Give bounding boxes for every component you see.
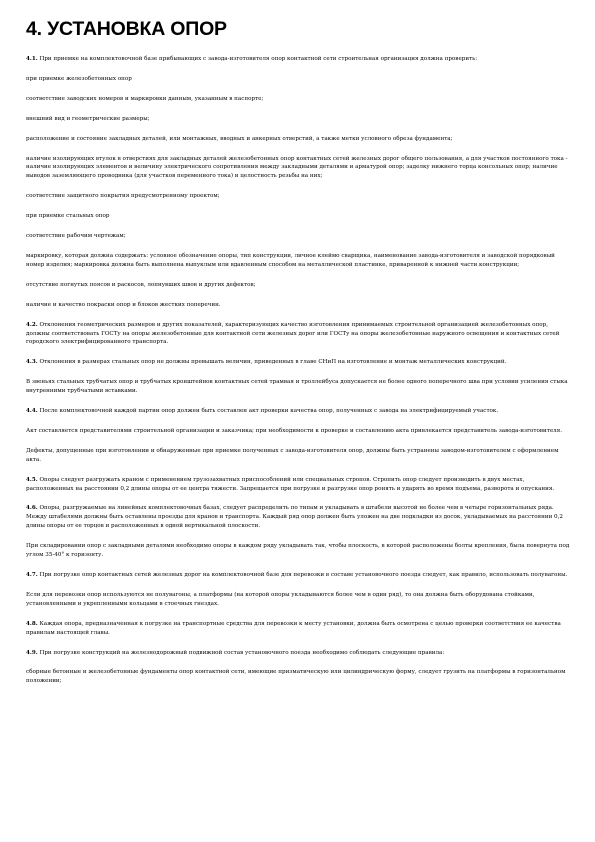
paragraph-text: при приемке железобетонных опор xyxy=(26,75,132,82)
paragraph-text: При складировании опор с закладными деталями необходимо опоры в каждом ряду укладывать так, чтобы плоскость, в которой расположены болты крепления, была повернута под углом 35-40° к горизонту. xyxy=(26,543,570,559)
paragraph-text: соответствие защитного покрытия предусмотренному проектом; xyxy=(26,193,220,200)
section-number: 4.3. xyxy=(26,359,38,366)
section-number: 4.9. xyxy=(26,649,38,656)
paragraph xyxy=(26,427,573,436)
section-number: 4.7. xyxy=(26,572,38,578)
paragraph xyxy=(26,321,573,348)
paragraph-text: сборные бетонные и железобетонные фундаменты опор контактной сети, имеющие призматическую или цилиндрическую форму, следует грузить на платформы в горизонтальном положении; xyxy=(26,669,566,685)
paragraph xyxy=(26,135,573,144)
paragraph-text: Опоры следует разгружать краном с применением грузозахватных приспособлений или специальных стропов. Стропить опор следует производить в двух местах, расположенных на расстоянии 0,2 длины опоры от ее центра тяжести. Запрещается при погрузке и разгрузке опор ронять и ударять во время подъема, разворота и опускания. xyxy=(26,476,555,492)
paragraph-text: После комплектовочной каждой партии опор должен быть составлен акт проверки качества опор, полученных с завода на электрифицируемый участок. xyxy=(37,408,499,415)
paragraph xyxy=(26,232,573,241)
paragraph xyxy=(26,155,573,182)
paragraph-text: расположение и состояние закладных деталей, или монтажных, вводных и анкерных отверстий, а также метки условного обреза фундамента; xyxy=(26,135,453,142)
paragraph xyxy=(26,55,573,64)
section-number: 4.1. xyxy=(26,56,38,62)
paragraph xyxy=(26,301,573,310)
paragraph-text: соответствие заводских номеров и маркировки данным, указанным в паспорте; xyxy=(26,95,264,102)
paragraph-text: при приемке стальных опор xyxy=(26,213,110,220)
paragraph xyxy=(26,95,573,104)
document-body xyxy=(26,55,573,686)
paragraph xyxy=(26,281,573,290)
paragraph-text: При погрузке конструкций на железнодорожный подвижной состав установочного поезда необходимо соблюдать следующие правила: xyxy=(37,649,445,656)
paragraph-text: соответствие рабочим чертежам; xyxy=(26,233,126,240)
paragraph-text: Отклонения геометрических размеров и других показателей, характеризующих качество изготовления принимаемых строительной организацией железобетонных опор, должны соответствовать ГОСТу на опоры железобетонные для контактной сети железных дорог или ГОСТу на опоры железобетонные наружного освещения и контактных сетей городского электрифицированного транспорта. xyxy=(26,321,560,346)
paragraph xyxy=(26,447,573,465)
section-number: 4.4. xyxy=(26,408,38,415)
paragraph xyxy=(26,378,573,396)
paragraph xyxy=(26,542,573,560)
paragraph xyxy=(26,571,573,580)
paragraph-text: При погрузке опор контактных сетей железных дорог на комплектовочной базе для перевозки в составе установочного поезда следует, как правило, использовать полувагоны. xyxy=(37,572,568,578)
paragraph xyxy=(26,407,573,416)
paragraph-text: наличие и качество покраски опор и блоков жестких поперечин. xyxy=(26,301,221,308)
paragraph-text: Если для перевозки опор используются не полувагоны, а платформы (на которой опоры укладываются более чем в один ряд), то она должна быть оборудована стойками, установленными и укрепленными кольцами в стоечных гнездах. xyxy=(26,591,535,607)
paragraph-text: При приемке на комплектовочной базе прибывающих с завода-изготовителя опор контактной сети строительная организация должна проверить: xyxy=(37,56,478,62)
paragraph xyxy=(26,75,573,84)
paragraph xyxy=(26,476,573,494)
section-number: 4.5. xyxy=(26,476,38,483)
paragraph-text: Отклонения в размерах стальных опор не должны превышать величин, приведенных в главе СНиП на изготовление и монтаж металлических конструкций. xyxy=(37,359,507,366)
section-number: 4.6. xyxy=(26,505,38,512)
paragraph xyxy=(26,115,573,124)
paragraph xyxy=(26,668,573,686)
paragraph xyxy=(26,591,573,609)
paragraph-text: Дефекты, допущенные при изготовлении и обнаруженные при приемке полученных с завода-изготовителя опор, должны быть устранены заводом-изготовителем с оформлением акта. xyxy=(26,447,559,463)
paragraph xyxy=(26,620,573,638)
paragraph-text: отсутствие погнутых поясов и раскосов, лопнувших швов и других дефектов; xyxy=(26,281,256,288)
page-title: 4. УСТАНОВКА ОПОР xyxy=(26,18,227,40)
section-number: 4.2. xyxy=(26,321,38,328)
paragraph-text: Опоры, разгружаемые на линейных комплектовочных базах, следует распределить по типам и укладывать в штабели высотой не более чем в четыре горизонтальных ряда. Между штабелями должны быть оставлены проезды для кранов и транспорта. Каждый ряд опор должен быть уложен на две подкладки из досок, укладываемых на расстоянии 0,2 длины опоры от ее торцов и расположенных в одной вертикальной плоскости. xyxy=(26,505,563,530)
paragraph-text: Каждая опора, предназначенная к погрузке на транспортные средства для перевозки к месту установки, должна быть осмотрена с целью проверки соответствия ее качества правилам настоящей главы. xyxy=(26,620,561,636)
paragraph xyxy=(26,358,573,367)
section-number: 4.8. xyxy=(26,620,38,627)
paragraph xyxy=(26,192,573,201)
paragraph-text: маркировку, которая должна содержать: условное обозначение опоры, тип конструкции, личное клеймо сварщика, наименование завода-изготовителя и заводской порядковый номер изделия; маркировка должна быть выполнена выпуклым или вдавленным способом на металлической пластинке, приваренной к нижней части конструкции; xyxy=(26,252,555,268)
paragraph xyxy=(26,504,573,531)
paragraph-text: наличие изолирующих втулок в отверстиях для закладных деталей железобетонных опор контактных сетей железных дорог общего пользования, а для участков постоянного тока - наличие изолирующих элементов и величину электрического сопротивления между закладными деталями и арматурой опор; заделку нижнего торца консольных опор; наличие выводов заземляющего проводника (для участков переменного тока) и целостность резьбы на них; xyxy=(26,155,568,180)
paragraph-text: внешний вид и геометрические размеры; xyxy=(26,115,150,122)
paragraph xyxy=(26,212,573,221)
paragraph xyxy=(26,649,573,658)
paragraph-text: Акт составляется представителями строительной организации и заказчика; при необходимости к проверке и составлению акта привлекается представитель завода-изготовителя. xyxy=(26,427,562,434)
paragraph xyxy=(26,252,573,270)
paragraph-text: В звеньях стальных трубчатых опор и трубчатых кронштейнов контактных сетей трамвая и троллейбуса допускается не более одного поперечного шва при условии усиления стыка внутренними трубчатыми вставками. xyxy=(26,379,568,395)
